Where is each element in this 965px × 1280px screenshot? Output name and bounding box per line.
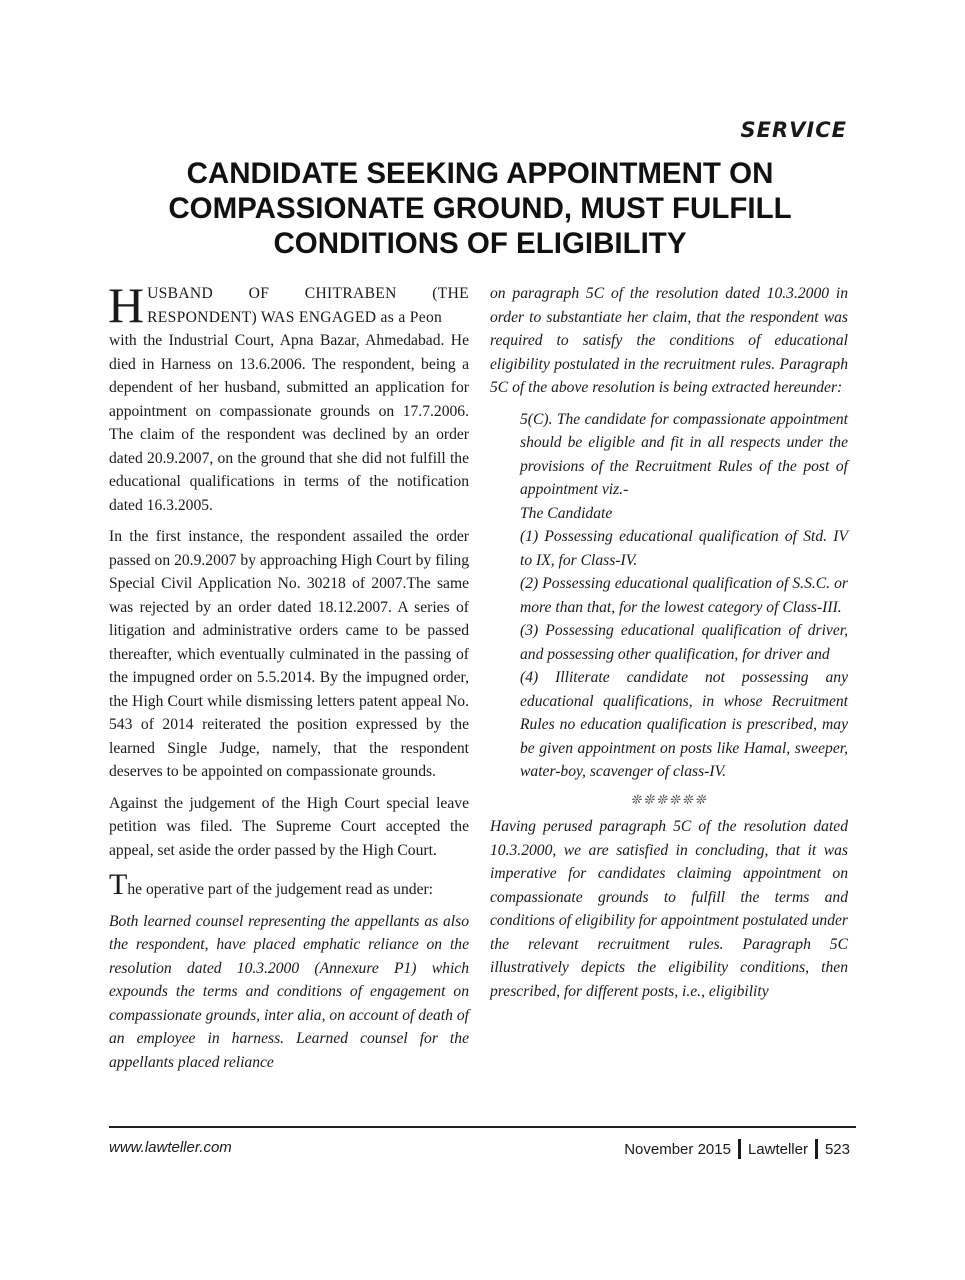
paragraph: Having perused paragraph 5C of the resolution dated 10.3.2000, we are satisfied in concluding, that it was imperative for candidates claiming appointment on compassionate grounds to fulfill the terms and conditions of eligibility for appointment postulated under the relevant recruitment rules. Paragraph 5C illustratively depicts the eligibility conditions, then prescribed, for different posts, i.e., eligibility <box>490 818 848 1000</box>
paragraph-judgement: Both learned counsel representing the appellants as also the respondent, have placed emphatic reliance on the resolution dated 10.3.2000 (Annexure P1) which expounds the terms and conditions of engagement on compassionate grounds, inter alia, on account of death of an employee in harness. Learned counsel for the appellants placed reliance <box>109 912 469 1071</box>
footer-info <box>624 1139 850 1159</box>
divider <box>815 1139 818 1159</box>
issue-date: November 2015 <box>624 1140 731 1158</box>
article-title <box>110 156 850 261</box>
paragraph: In the first instance, the respondent assailed the order passed on 20.9.2007 by approaching High Court by filing Special Civil Application No. 30218 of 2007.The same was rejected by an order dated 18.12.2007. A series of litigation and administrative orders came to be passed thereafter, which eventually culminated in the passing of the impugned order on 5.5.2014. By the impugned order, the High Court while dismissing letters patent appeal No. 543 of 2014 reiterated the position expressed by the learned Single Judge, namely, that the respondent deserves to be appointed on compassionate grounds. <box>109 528 469 780</box>
website-link[interactable]: www.lawteller.com <box>109 1139 232 1156</box>
title-line: COMPASSIONATE GROUND, MUST FULFILL <box>168 192 792 225</box>
caps-line: RESPONDENT) WAS ENGAGED as a Peon <box>147 308 443 326</box>
paragraph: Against the judgement of the High Court special leave petition was filed. The Supreme Court accepted the appeal, set aside the order passed by the High Court. <box>109 794 469 859</box>
right-column <box>490 282 848 1011</box>
quote-line: (3) Possessing educational qualification of driver, and possessing other qualification, for driver and <box>520 622 848 663</box>
quote-line: The Candidate <box>520 504 613 522</box>
divider <box>738 1139 741 1159</box>
paragraph-operative <box>109 868 469 902</box>
caps-line: USBAND OF CHITRABEN (THE <box>147 285 469 302</box>
publication-name: Lawteller <box>747 1140 808 1158</box>
drop-cap: H <box>108 277 145 333</box>
paragraph: on paragraph 5C of the resolution dated 10.3.2000 in order to substantiate her claim, that the respondent was required to satisfy the conditions of educational eligibility postulated in the recruitment rules. Paragraph 5C of the above resolution is being extracted hereunder: <box>490 285 848 396</box>
section-label: SERVICE <box>740 118 847 142</box>
paragraph-text: with the Industrial Court, Apna Bazar, Ahmedabad. He died in Harness on 13.6.2006. The respondent, being a dependent of her husband, submitted an application for appointment on compassionate grounds on 17.7.2006. The claim of the respondent was declined by an order dated 20.9.2007, on the ground that she did not fulfill the educational qualifications in terms of the notification dated 16.3.2005. <box>109 332 469 514</box>
quote-line: (4) Illiterate candidate not possessing any educational qualifications, in whose Recruitment Rules no education qualification is prescribed, may be given appointment on posts like Hamal, sweeper, water-boy, scavenger of class-IV. <box>520 669 848 780</box>
separator-stars: ❊❊❊❊❊❊ <box>630 791 708 807</box>
left-column <box>108 277 469 1082</box>
title-line: CONDITIONS OF ELIGIBILITY <box>273 227 687 260</box>
quote-line: (2) Possessing educational qualification of S.S.C. or more than that, for the lowest category of Class-III. <box>520 575 848 616</box>
quoted-rule <box>520 408 848 784</box>
quote-line: 5(C). The candidate for compassionate appointment should be eligible and fit in all respects under the provisions of the Recruitment Rules of the post of appointment viz.- <box>520 410 848 498</box>
footer-rule <box>109 1126 856 1128</box>
paragraph-text: he operative part of the judgement read as under: <box>127 881 434 898</box>
page-number: 523 <box>824 1140 850 1158</box>
quote-line: (1) Possessing educational qualification of Std. IV to IX, for Class-IV. <box>520 528 848 569</box>
title-line: CANDIDATE SEEKING APPOINTMENT ON <box>186 157 774 190</box>
drop-cap: T <box>109 868 128 901</box>
paragraph-intro <box>108 277 469 517</box>
